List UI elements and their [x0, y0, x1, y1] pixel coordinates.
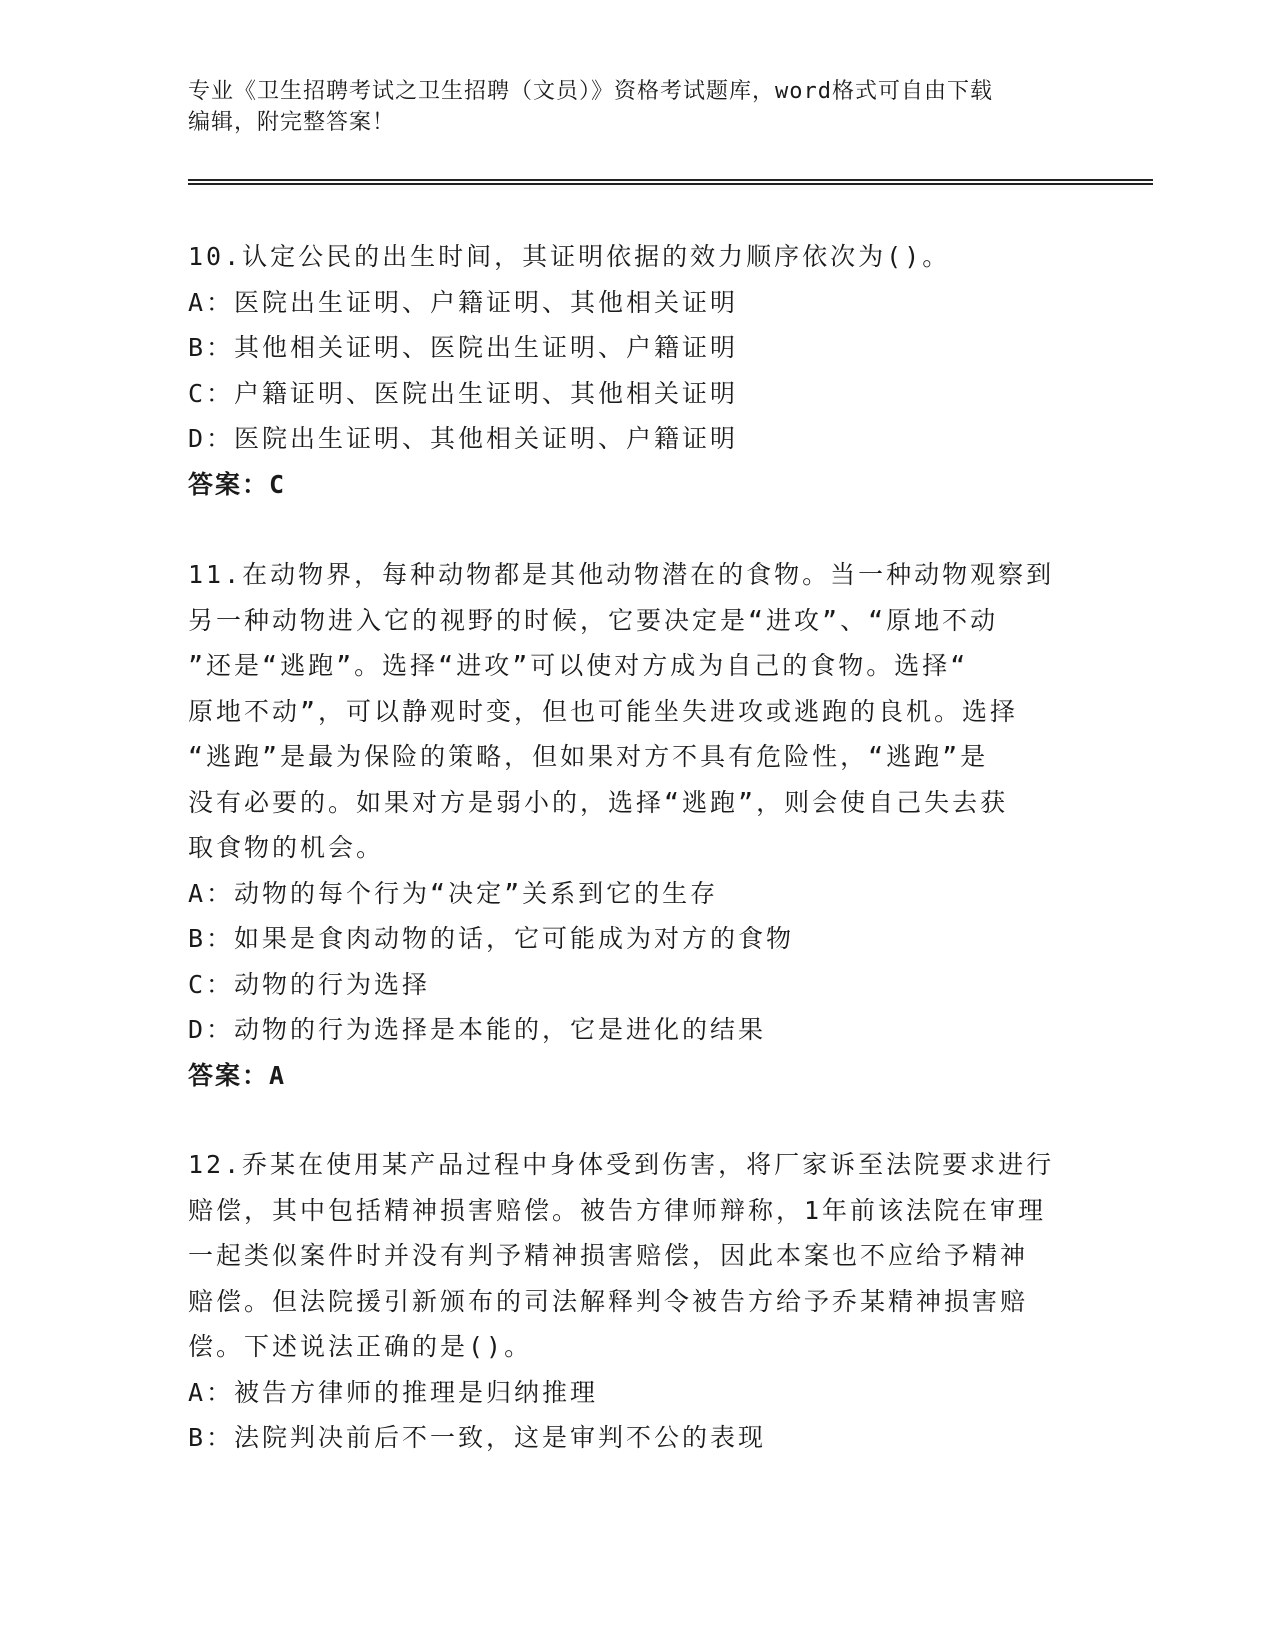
question-stem-line: 一起类似案件时并没有判予精神损害赔偿，因此本案也不应给予精神 [188, 1241, 1029, 1270]
question-stem: 10.认定公民的出生时间，其证明依据的效力顺序依次为()。 [188, 242, 951, 271]
header-line: 编辑，附完整答案！ [188, 110, 396, 135]
option-a: A：医院出生证明、户籍证明、其他相关证明 [188, 287, 739, 317]
question-stem-line: 取食物的机会。 [188, 833, 385, 862]
header-divider [188, 183, 1153, 185]
header-divider [188, 179, 1153, 181]
question-stem-line: 赔偿。但法院援引新颁布的司法解释判令被告方给予乔某精神损害赔 [188, 1286, 1029, 1316]
question-stem-line: 赔偿，其中包括精神损害赔偿。被告方律师辩称，1年前该法院在审理 [188, 1195, 1047, 1225]
question-12 [188, 1142, 1088, 1461]
question-stem-line: 另一种动物进入它的视野的时候，它要决定是“进攻”、“原地不动 [188, 605, 999, 635]
question-11 [188, 552, 1088, 1098]
option-c: C：户籍证明、医院出生证明、其他相关证明 [188, 378, 739, 408]
answer: 答案：A [188, 1060, 287, 1090]
option-b: B：其他相关证明、医院出生证明、户籍证明 [188, 333, 739, 362]
option-a: A：被告方律师的推理是归纳推理 [188, 1377, 599, 1407]
question-10 [188, 234, 1088, 507]
option-d: D：医院出生证明、其他相关证明、户籍证明 [188, 424, 739, 453]
option-b: B：法院判决前后不一致，这是审判不公的表现 [188, 1423, 767, 1452]
option-c: C：动物的行为选择 [188, 969, 431, 999]
document-header [188, 76, 1068, 138]
question-stem-line: 没有必要的。如果对方是弱小的，选择“逃跑”，则会使自己失去获 [188, 787, 1009, 817]
header-line: 专业《卫生招聘考试之卫生招聘（文员）》资格考试题库，word格式可自由下载 [188, 79, 993, 104]
question-stem-line: “逃跑”是最为保险的策略，但如果对方不具有危险性，“逃跑”是 [188, 742, 989, 771]
option-a: A：动物的每个行为“决定”关系到它的生存 [188, 878, 719, 908]
question-stem-line: 偿。下述说法正确的是()。 [188, 1332, 533, 1361]
option-d: D：动物的行为选择是本能的，它是进化的结果 [188, 1015, 767, 1044]
answer: 答案：C [188, 469, 287, 499]
question-stem-line: ”还是“逃跑”。选择“进攻”可以使对方成为自己的食物。选择“ [188, 651, 969, 680]
option-b: B：如果是食肉动物的话，它可能成为对方的食物 [188, 924, 795, 953]
question-stem-line: 12.乔某在使用某产品过程中身体受到伤害，将厂家诉至法院要求进行 [188, 1150, 1055, 1179]
question-stem-line: 11.在动物界，每种动物都是其他动物潜在的食物。当一种动物观察到 [188, 560, 1055, 589]
question-stem-line: 原地不动”，可以静观时变，但也可能坐失进攻或逃跑的良机。选择 [188, 696, 1019, 726]
